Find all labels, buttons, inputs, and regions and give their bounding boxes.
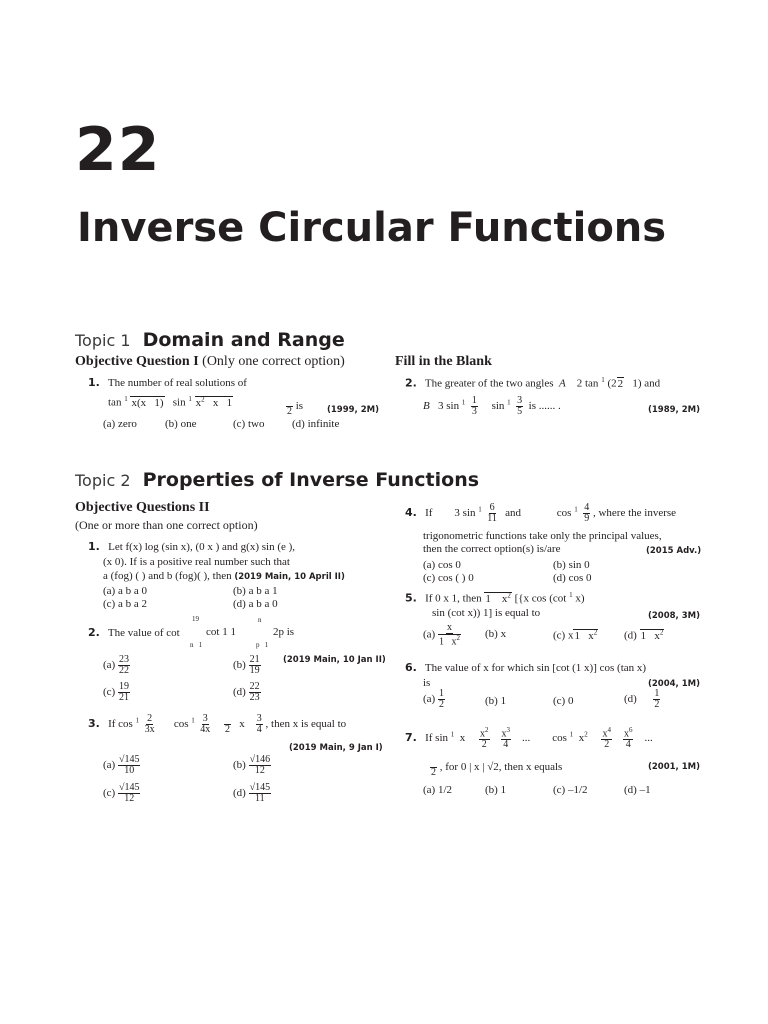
t2-q6-option-c: (c) 0 <box>553 695 574 707</box>
year-tag: (1989, 2M) <box>648 405 700 415</box>
t2-q4-option-a: (a) cos 0 <box>423 559 461 571</box>
option-label: (d) <box>624 693 637 706</box>
t2-q3-option-d <box>233 783 271 804</box>
year-tag: (2004, 1M) <box>648 679 700 689</box>
question-tail: is ...... . <box>528 400 561 413</box>
t2-q7-option-d: (d) –1 <box>624 784 651 796</box>
option-denominator: 12 <box>124 793 135 804</box>
year-tag: (2019 Main, 10 April II) <box>234 572 345 582</box>
question-text: The value of cot <box>107 627 180 639</box>
question-text: If 0 x 1, then <box>425 592 482 605</box>
option-label: (c) <box>103 787 116 800</box>
t2-q5-option-a: (a) $\frac{x}{1 x^2}$ <box>423 622 460 648</box>
t2-q4-line2: trigonometric functions take only the principal values, <box>423 530 662 542</box>
question-number: 3. <box>88 717 100 731</box>
t1-q1-option-a: (a) zero <box>103 418 137 430</box>
t1-question-1 <box>88 376 247 390</box>
t2-q6-option-b: (b) 1 <box>485 695 507 707</box>
t2-q6-option-d: (d) $\frac{1}{2}$ <box>624 688 660 710</box>
objective-note-2: (One or more than one correct option) <box>75 518 258 532</box>
option-label: (d) <box>233 787 246 800</box>
topic-title: Domain and Range <box>142 329 345 351</box>
t2-q2-option-c <box>103 682 130 703</box>
t2-q3-option-a <box>103 755 140 776</box>
t2-question-2 <box>88 626 180 640</box>
option-label: (c) <box>553 629 566 642</box>
option-label: (b) <box>233 759 246 772</box>
sum-lower-limit: n 1 <box>190 641 203 649</box>
objective-heading-text: Objective Question I <box>75 354 199 369</box>
year-tag: (2019 Main, 9 Jan I) <box>289 743 383 753</box>
chapter-number: 22 <box>75 115 161 185</box>
t1-q1-tail: 2 is <box>286 396 303 417</box>
t2-question-1 <box>88 540 295 554</box>
t2-q5-option-d: (d) 1 $x^2$ <box>624 628 664 642</box>
t2-q3-option-b <box>233 755 271 776</box>
fill-blank-heading: Fill in the Blank <box>395 354 492 369</box>
question-number: 1. <box>88 376 100 389</box>
year-tag: (2019 Main, 10 Jan II) <box>283 655 386 665</box>
option-denominator: 12 <box>254 765 265 776</box>
option-label: (b) <box>233 659 246 672</box>
topic-1-heading <box>75 331 345 350</box>
objective-note: (Only one correct option) <box>202 354 345 369</box>
question-number: 5. <box>405 591 417 605</box>
question-number: 4. <box>405 506 417 520</box>
t2-q4-option-c: (c) cos ( ) 0 <box>423 572 474 584</box>
topic-label: Topic 1 <box>75 331 131 350</box>
question-number: 7. <box>405 731 417 745</box>
question-number: 6. <box>405 661 417 674</box>
t2-q7-option-c: (c) –1/2 <box>553 784 588 796</box>
t2-q4-option-b: (b) sin 0 <box>553 559 590 571</box>
t2-question-5: 5. If 0 x 1, then 1 $x^2$ [{x cos (cot $^1$ x) <box>405 591 585 605</box>
t1-question-2: 2. The greater of the two angles A 2 tan $^1$ (22 1) and <box>405 376 661 390</box>
option-label: (a) <box>423 628 436 641</box>
question-number: 2. <box>88 626 100 639</box>
t2-q6-line2: is <box>423 677 431 689</box>
t2-q2-tail: 2p is <box>273 626 295 638</box>
option-label: (d) <box>624 629 637 642</box>
question-tail: is <box>295 400 304 413</box>
question-text: sin (cot x)) 1] is equal to <box>432 607 541 619</box>
t1-q1-option-c: (c) two <box>233 418 265 430</box>
question-tail: 1) and <box>632 377 661 390</box>
year-tag: (2015 Adv.) <box>646 546 702 556</box>
question-text: The greater of the two angles <box>424 377 554 390</box>
t2-q7-line2: 2 , for 0 | x | √2, then x equals <box>430 757 562 778</box>
question-text: , for 0 | x | √2, then x equals <box>439 761 563 774</box>
t2-q2-option-d <box>233 682 261 703</box>
t2-q5-line2 <box>432 607 540 620</box>
t2-q2-option-a <box>103 655 130 676</box>
option-denominator: 11 <box>255 793 265 804</box>
t2-q1-line2: (x 0). If is a positive real number such that <box>103 556 290 568</box>
option-label: (c) <box>103 686 116 699</box>
t2-question-4: 4. If 3 sin $^1$ $\frac{6}{11}$ and cos $^1$ $\frac{4}{9}$ , where the inverse <box>405 502 677 524</box>
t2-q7-option-b: (b) 1 <box>485 784 507 796</box>
t2-question-6 <box>405 661 646 675</box>
t2-q6-option-a: (a) $\frac{1}{2}$ <box>423 688 444 710</box>
t2-q3-option-c <box>103 783 140 804</box>
t2-q7-option-a: (a) 1/2 <box>423 784 453 796</box>
sum-upper-limit: 19 <box>192 615 199 623</box>
option-denominator: 10 <box>124 765 135 776</box>
option-label: (a) <box>423 693 436 706</box>
option-denominator: 19 <box>249 665 260 676</box>
product-lower-limit: p 1 <box>256 641 269 649</box>
option-denominator: 22 <box>118 665 129 676</box>
question-text: If sin <box>425 732 449 745</box>
t2-q1-line3 <box>103 570 345 583</box>
topic-title: Properties of Inverse Functions <box>142 469 480 491</box>
question-tail: , where the inverse <box>592 507 677 520</box>
t2-q1-option-c: (c) a b a 2 <box>103 598 147 610</box>
option-numerator: 21 <box>249 654 260 665</box>
option-label: (d) <box>233 686 246 699</box>
option-label: (a) <box>103 759 116 772</box>
t1-q2-line2: B 3 sin $^1$ $\frac{1}{3}$ sin $^1$ $\frac{3}{5}$ is ...... . <box>423 395 561 417</box>
option-numerator: √145 <box>118 782 140 793</box>
objective-heading-2: Objective Questions II <box>75 500 210 515</box>
t2-q4-option-d: (d) cos 0 <box>553 572 592 584</box>
option-numerator: √145 <box>249 782 271 793</box>
year-tag: (1999, 2M) <box>327 405 379 415</box>
option-numerator: 19 <box>118 681 129 692</box>
question-text: If <box>425 507 433 520</box>
question-number: 2. <box>405 376 417 390</box>
option-numerator: 22 <box>249 681 260 692</box>
t1-q1-option-d: (d) infinite <box>292 418 340 430</box>
question-text: The value of x for which sin [cot (1 x)] cos (tan x) <box>424 662 647 674</box>
option-denominator: 21 <box>118 692 129 703</box>
year-tag: (2001, 1M) <box>648 762 700 772</box>
t2-q2-mid: cot 1 1 <box>206 626 236 638</box>
option-label: (a) <box>103 659 116 672</box>
t2-q1-option-a: (a) a b a 0 <box>103 585 147 597</box>
topic-2-heading <box>75 471 479 490</box>
question-text: Let f(x) log (sin x), (0 x ) and g(x) sin (e ), <box>108 541 296 553</box>
option-numerator: √145 <box>118 754 140 765</box>
question-text: If cos <box>108 718 133 731</box>
topic-label: Topic 2 <box>75 471 131 490</box>
t2-q1-option-d: (d) a b a 0 <box>233 598 278 610</box>
product-upper-limit: n <box>258 616 262 624</box>
option-numerator: √146 <box>249 754 271 765</box>
question-text: a (fog) ( ) and b (fog)( ), then <box>103 570 232 582</box>
t2-q2-option-b <box>233 655 261 676</box>
question-text: The number of real solutions of <box>107 377 247 389</box>
t2-q5-option-b: (b) x <box>485 628 507 640</box>
objective-heading-1 <box>75 354 345 370</box>
t1-q1-expression: tan $^1$ x(x 1) sin $^1$ $x^2$ x 1 <box>108 395 233 409</box>
question-tail: , then x is equal to <box>265 718 347 731</box>
year-tag: (2008, 3M) <box>648 611 700 621</box>
option-numerator: 23 <box>118 654 129 665</box>
t2-q1-option-b: (b) a b a 1 <box>233 585 278 597</box>
t1-q1-option-b: (b) one <box>165 418 197 430</box>
question-number: 1. <box>88 540 100 553</box>
t2-q5-option-c: (c) x1 $x^2$ <box>553 628 598 642</box>
chapter-title: Inverse Circular Functions <box>77 205 667 251</box>
t2-question-3: 3. If cos $^1$ $\frac{2}{3x}$ cos $^1$ $\frac{3}{4x}$ 2 x $\frac{3}{4}$ , then x is equal to <box>88 713 347 735</box>
t2-q4-line3: then the correct option(s) is/are <box>423 543 561 555</box>
option-denominator: 23 <box>249 692 260 703</box>
t2-question-7: 7. If sin $^1$ x $\frac{x^2}{2}$ $\frac{x^3}{4}$ ... cos $^1$ $x^2$ $\frac{x^4}{2}$ $\frac{x^6}{4}$ ... <box>405 726 653 751</box>
